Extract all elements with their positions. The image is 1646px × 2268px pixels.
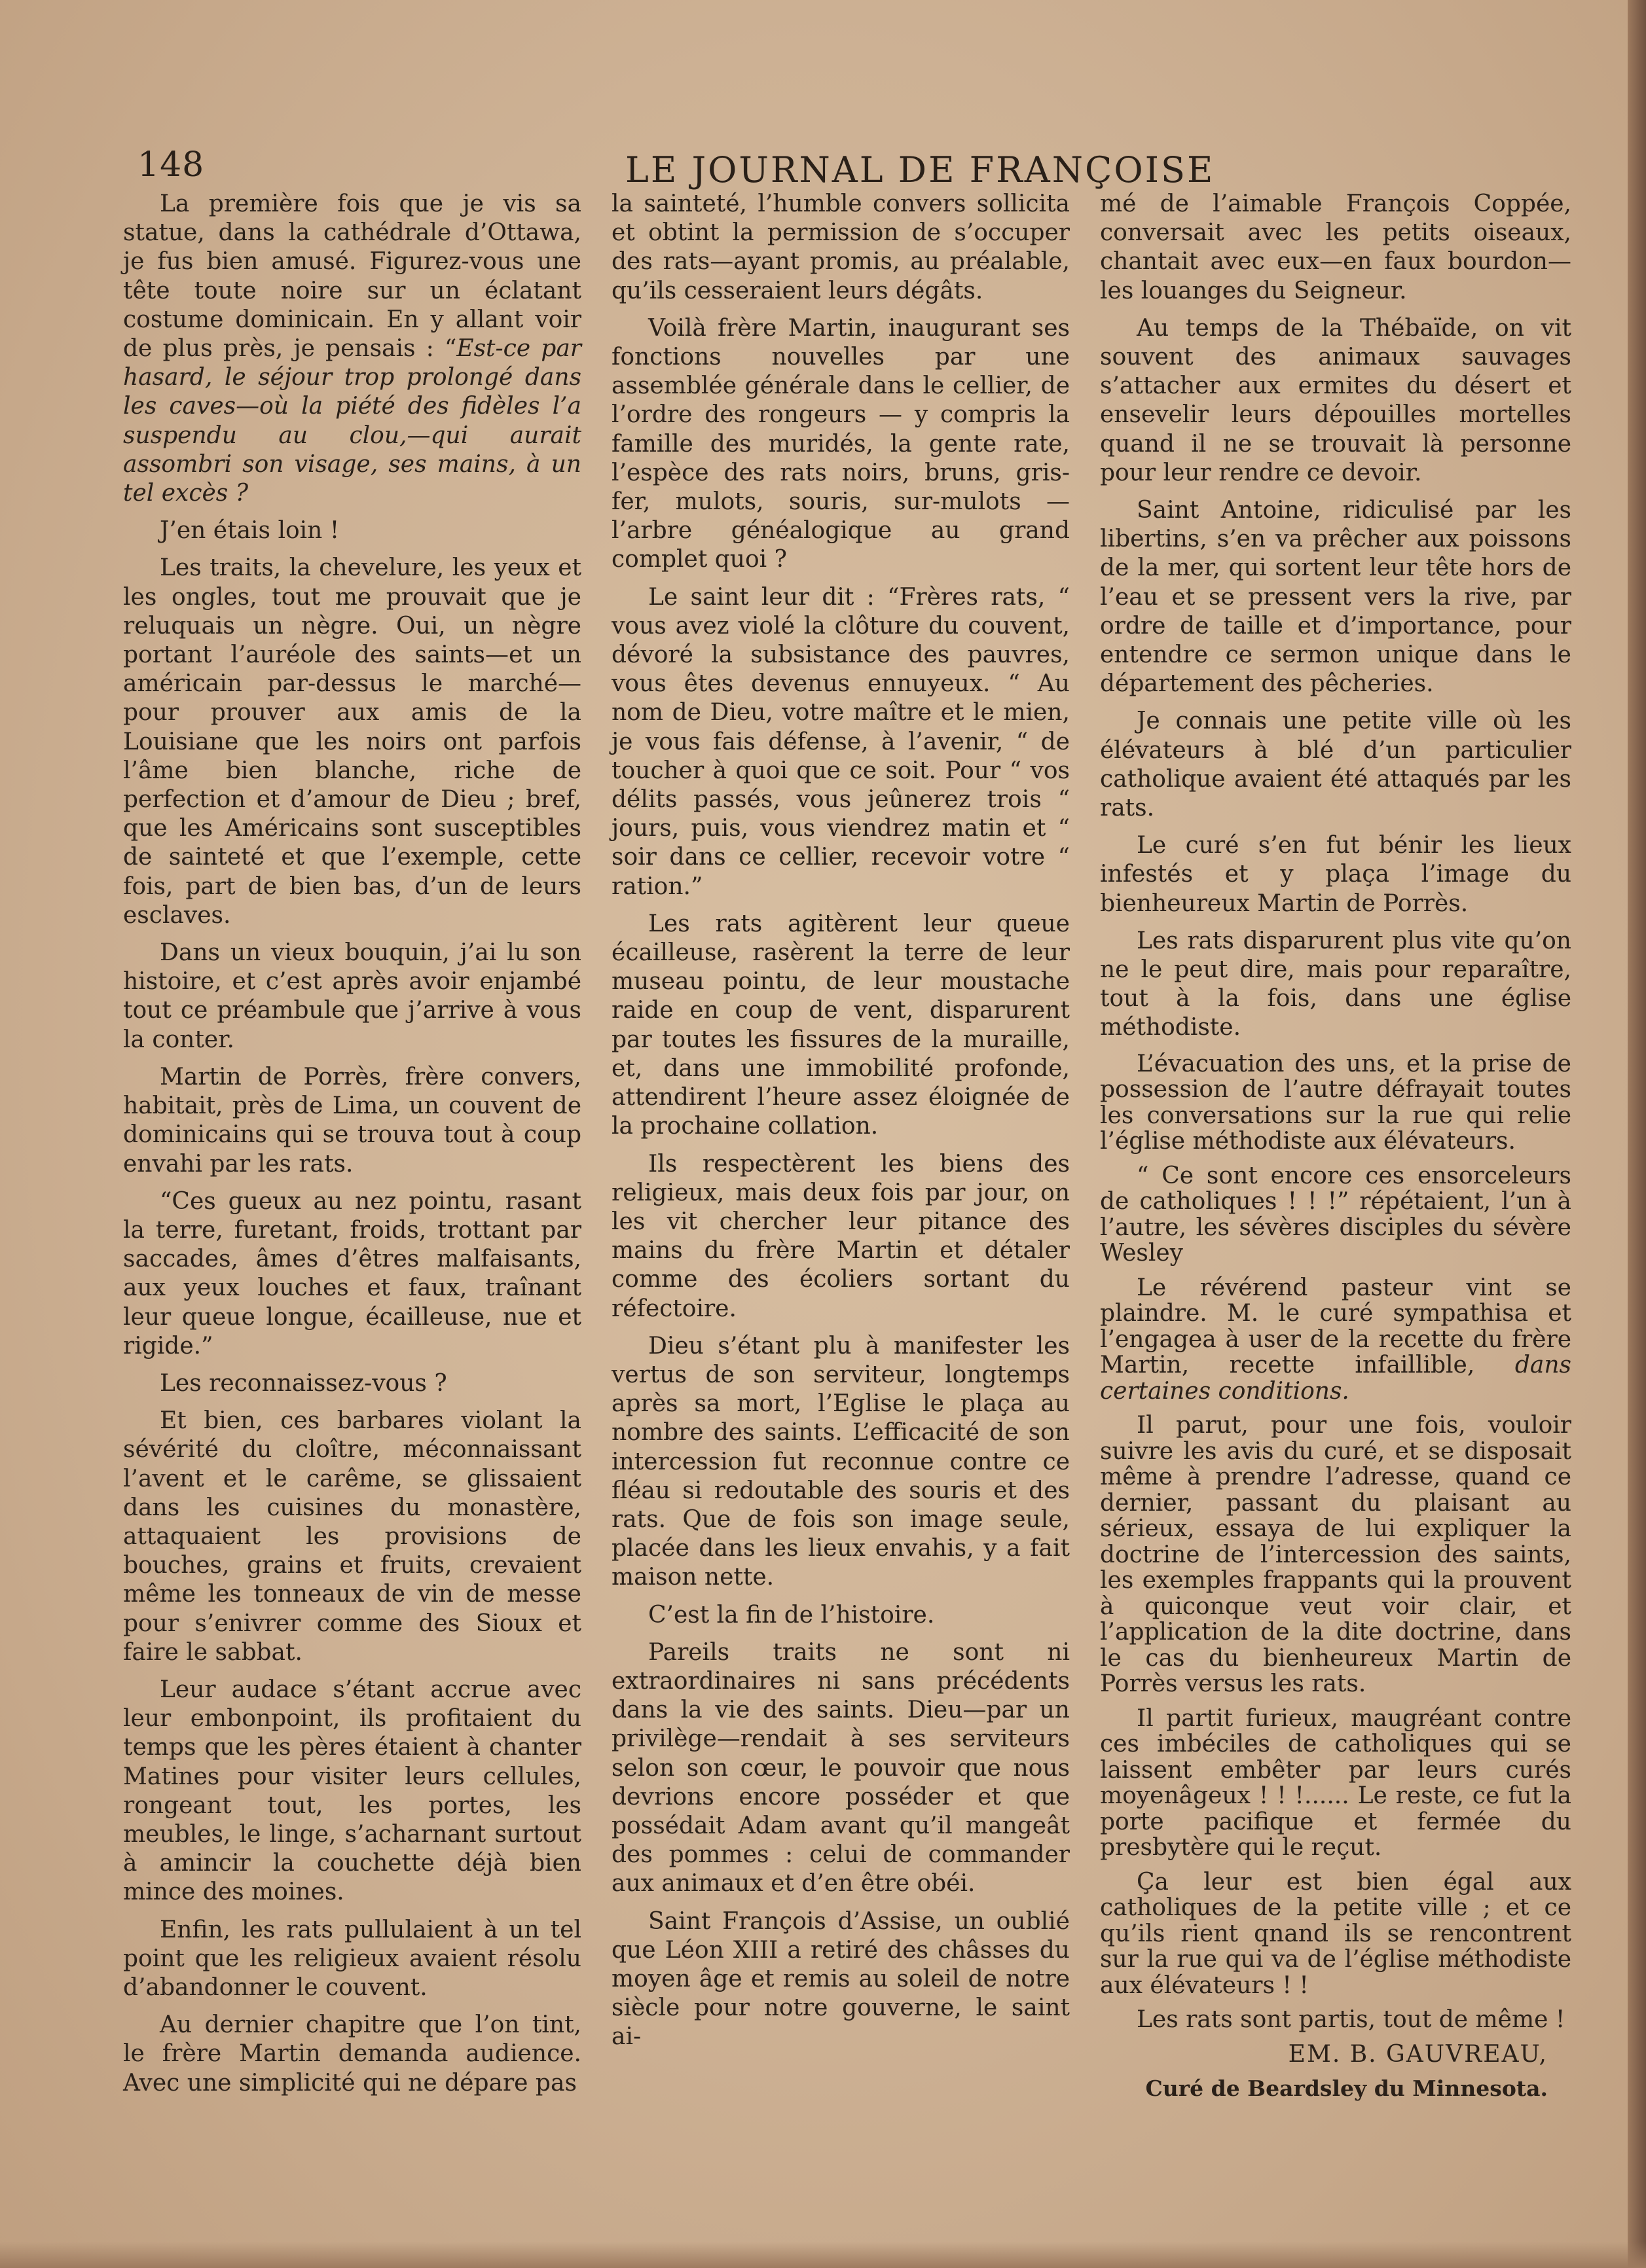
paragraph: Le saint leur dit : “Frères rats, “ vous avez violé la clôture du couvent, dévoré la subsistance des pauvres, vous êtes devenus ennuyeux. “ Au nom de Dieu, votre maître et le mien, je vous fais défense, à l’avenir, “ de toucher à quoi que ce soit. Pour “ vos délits passés, vous jeûnerez trois “ jours, puis, vous viendrez matin et “ soir dans ce cellier, recevoir votre “ ration.” bbox=[612, 583, 1070, 900]
author-title: Curé de Beardsley du Minnesota. bbox=[1145, 2076, 1548, 2102]
page-edge-shadow bbox=[1628, 0, 1646, 2268]
paragraph bbox=[123, 190, 581, 508]
paragraph: Les traits, la chevelure, les yeux et les ongles, tout me prouvait que je reluquais un nègre. Oui, un nègre portant l’auréole des saints—et un américain par-dessus le marché—pour prouver aux amis de la Louisiane que les noirs ont parfois l’âme bien blanche, riche de perfection et d’amour de Dieu ; bref, que les Américains sont susceptibles de sainteté et que l’exemple, cette fois, part de bien bas, d’un de leurs esclaves. bbox=[123, 554, 581, 929]
page-number: 148 bbox=[137, 145, 205, 185]
paragraph-text: Le révérend pasteur vint se plaindre. M. le curé sympathisa et l’engagea à user de la recette du frère Martin, recette infaillible, bbox=[1100, 1274, 1571, 1379]
paragraph: Dieu s’étant plu à manifester les vertus de son serviteur, longtemps après sa mort, l’Eglise le plaça au nombre des saints. L’efficacité de son intercession fut reconnue contre ce fléau si redoutable des souris et des rats. Que de fois son image seule, placée dans les lieux envahis, y a fait maison nette. bbox=[612, 1332, 1070, 1591]
paragraph: “ Ce sont encore ces ensorceleurs de catholiques ! ! !” répétaient, l’un à l’autre, les sévères disciples du sévère Wesley bbox=[1100, 1162, 1571, 1267]
signature-title bbox=[1100, 2076, 1571, 2102]
paragraph: Au temps de la Thébaïde, on vit souvent des animaux sauvages s’attacher aux ermites du désert et ensevelir leurs dépouilles mortelles quand il ne se trouvait là personne pour leur rendre ce devoir. bbox=[1100, 314, 1571, 486]
column-2 bbox=[612, 190, 1070, 2061]
paragraph: C’est la fin de l’histoire. bbox=[648, 1601, 935, 1629]
paragraph: Les rats sont partis, tout de même ! bbox=[1137, 2006, 1565, 2034]
italic-quote: Est-ce par hasard, le séjour trop prolongé dans les caves—où la piété des fidèles l’a suspendu au clou,—qui aurait assombri son visage, ses mains, à un tel excès ? bbox=[123, 335, 581, 507]
column-3 bbox=[1100, 190, 1571, 2110]
dense-text-block bbox=[1100, 1051, 1571, 2102]
paragraph: Dans un vieux bouquin, j’ai lu son histoire, et c’est après avoir enjambé tout ce préambule que j’arrive à vous la conter. bbox=[123, 939, 581, 1053]
author-name: EM. B. GAUVREAU, bbox=[1288, 2040, 1548, 2068]
paragraph: Les rats agitèrent leur queue écailleuse, rasèrent la terre de leur museau pointu, de leur moustache raide en coup de vent, disparurent par toutes les fissures de la muraille, et, dans une immobilité profonde, attendirent l’heure assez éloignée de la prochaine collation. bbox=[612, 910, 1070, 1140]
italic-phrase: dans certaines conditions. bbox=[1100, 1352, 1571, 1405]
paragraph: mé de l’aimable François Coppée, conversait avec les petits oiseaux, chantait avec eux—en faux bourdon—les louanges du Seigneur. bbox=[1100, 190, 1571, 304]
paragraph: Il parut, pour une fois, vouloir suivre les avis du curé, et se disposait même à prendre l’adresse, quand ce dernier, passant du plaisant au sérieux, essaya de lui expliquer la doctrine de l’intercession des saints, les exemples frappants qui la prouvent à quiconque veut voir clair, et l’application de la dite doctrine, dans le cas du bienheureux Martin de Porrès versus les rats. bbox=[1100, 1412, 1571, 1698]
column-1 bbox=[123, 190, 581, 2106]
paragraph: J’en étais loin ! bbox=[160, 517, 340, 545]
page-bottom-shadow bbox=[0, 2242, 1646, 2268]
paragraph: Au dernier chapitre que l’on tint, le frère Martin demanda audience. Avec une simplicité qui ne dépare pas bbox=[123, 2011, 581, 2097]
paragraph: Saint Antoine, ridiculisé par les libertins, s’en va prêcher aux poissons de la mer, qui sortent leur tête hors de l’eau et se pressent vers la rive, par ordre de taille et d’importance, pour entendre ce sermon unique dans le département des pêcheries. bbox=[1100, 497, 1571, 698]
paragraph: Le curé s’en fut bénir les lieux infestés et y plaça l’image du bienheureux Martin de Porrès. bbox=[1100, 832, 1571, 917]
paragraph: Leur audace s’étant accrue avec leur embonpoint, ils profitaient du temps que les pères étaient à chanter Matines pour visiter leurs cellules, rongeant tout, les portes, les meubles, le linge, s’acharnant surtout à amincir la couchette déjà bien mince des moines. bbox=[123, 1676, 581, 1906]
paragraph: Ils respectèrent les biens des religieux, mais deux fois par jour, on les vit chercher leur pitance des mains du frère Martin et détaler comme des écoliers sortant du réfectoire. bbox=[612, 1150, 1070, 1322]
paragraph: Pareils traits ne sont ni extraordinaires ni sans précédents dans la vie des saints. Dieu—par un privilège—rendait à ses serviteurs selon son cœur, le pouvoir que nous devrions encore posséder et que possédait Adam avant qu’il mangeât des pommes : celui de commander aux animaux et d’en être obéi. bbox=[612, 1638, 1070, 1898]
paragraph: Ça leur est bien égal aux catholiques de la petite ville ; et ce qu’ils rient qnand ils se rencontrent sur la rue qui va de l’église méthodiste aux élévateurs ! ! bbox=[1100, 1868, 1571, 1999]
paragraph: Voilà frère Martin, inaugurant ses fonctions nouvelles par une assemblée générale dans le cellier, de l’ordre des rongeurs — y compris la famille des muridés, la gente rate, l’espèce des rats noirs, bruns, gris-fer, mulots, souris, sur-mulots — l’arbre généalogique au grand complet quoi ? bbox=[612, 314, 1070, 573]
paragraph: Enfin, les rats pullulaient à un tel point que les religieux avaient résolu d’abandonner le couvent. bbox=[123, 1916, 581, 2001]
paragraph: Martin de Porrès, frère convers, habitait, près de Lima, un couvent de dominicains qui se trouva tout à coup envahi par les rats. bbox=[123, 1063, 581, 1178]
paragraph: la sainteté, l’humble convers sollicita et obtint la permission de s’occuper des rats—ayant promis, au préalable, qu’ils cesseraient leurs dégâts. bbox=[612, 190, 1070, 304]
page-header bbox=[137, 145, 1578, 191]
paragraph: Saint François d’Assise, un oublié que Léon XIII a retiré des châsses du moyen âge et remis au soleil de notre siècle pour notre gouverne, le saint ai- bbox=[612, 1907, 1070, 2051]
paragraph: Les reconnaissez-vous ? bbox=[160, 1369, 447, 1397]
paragraph: Je connais une petite ville où les élévateurs à blé d’un particulier catholique avaient été attaqués par les rats. bbox=[1100, 708, 1571, 822]
signature-name bbox=[1100, 2042, 1571, 2068]
paragraph bbox=[1100, 1275, 1571, 1405]
paragraph: L’évacuation des uns, et la prise de possession de l’autre défrayait toutes les conversations sur la rue qui relie l’église méthodiste aux élévateurs. bbox=[1100, 1050, 1571, 1155]
paragraph: Et bien, ces barbares violant la sévérité du cloître, méconnaissant l’avent et le carême, se glissaient dans les cuisines du monastère, attaquaient les provisions de bouches, grains et fruits, crevaient même les tonneaux de vin de messe pour s’enivrer comme des Sioux et faire le sabbat. bbox=[123, 1407, 581, 1666]
journal-title: LE JOURNAL DE FRANÇOISE bbox=[625, 149, 1215, 190]
paragraph-text: La première fois que je vis sa statue, dans la cathédrale d’Ottawa, je fus bien amusé. Figurez-vous une tête toute noire sur un éclatant costume dominicain. En y allant voir de plus près, je pensais : “ bbox=[123, 190, 581, 363]
paragraph: Il partit furieux, maugréant contre ces imbéciles de catholiques qui se laissent embêter par leurs curés moyenâgeux ! ! !...... Le reste, ce fut la porte pacifique et fermée du presbytère qui le reçut. bbox=[1100, 1704, 1571, 1862]
paragraph: “Ces gueux au nez pointu, rasant la terre, furetant, froids, trottant par saccades, âmes d’êtres malfaisants, aux yeux louches et faux, traînant leur queue longue, écailleuse, nue et rigide.” bbox=[123, 1187, 581, 1359]
paragraph: Les rats disparurent plus vite qu’on ne le peut dire, mais pour reparaître, tout à la fois, dans une église méthodiste. bbox=[1100, 927, 1571, 1041]
